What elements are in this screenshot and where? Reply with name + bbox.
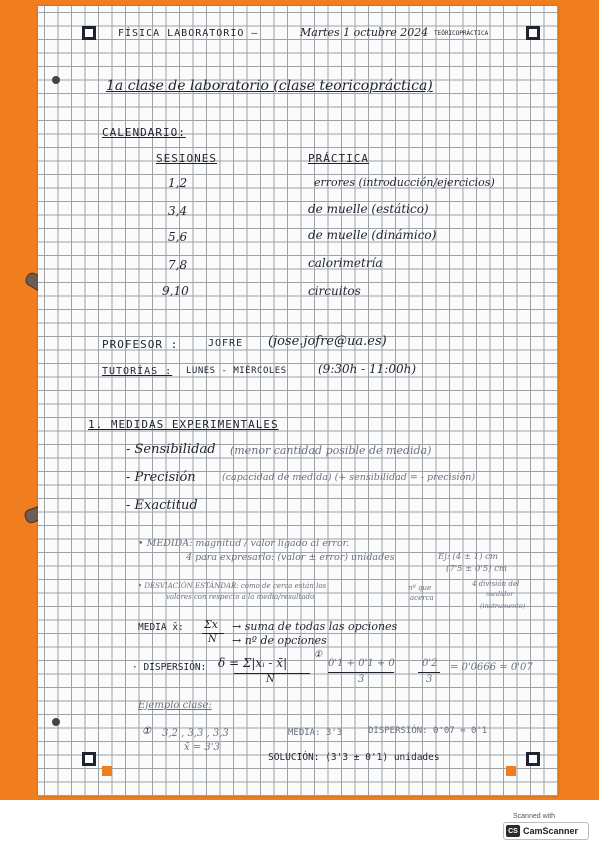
media-n: N <box>208 634 217 645</box>
section-item-term: - Exactitud <box>126 498 198 513</box>
dispersion-calc: 3 <box>426 674 433 685</box>
camscanner-box <box>503 822 589 840</box>
dispersion-formula: δ = Σ|xᵢ - x̄| <box>218 656 288 670</box>
orange-marker-bottom-left <box>102 766 112 776</box>
medida-example: (7'5 ± 0'5) cm <box>446 564 507 574</box>
section-item-note: (menor cantidad posible de medida) <box>230 444 432 457</box>
punch-hole-2 <box>52 718 60 726</box>
calendar-row-practice: calorimetría <box>308 256 383 270</box>
calendar-row-practice: errores (introducción/ejercicios) <box>314 176 495 189</box>
dispersion-calc: 0'2 <box>422 658 438 669</box>
media-label: MEDIA x̄: <box>138 622 184 633</box>
header-subject: FÍSICA LABORATORIO — <box>118 28 259 39</box>
calendar-row-sessions: 1,2 <box>168 176 188 190</box>
calendar-row-practice: de muelle (estático) <box>308 202 429 216</box>
calendar-col-practice: PRÁCTICA <box>308 152 369 165</box>
corner-marker-top-right <box>526 26 540 40</box>
example-solution: SOLUCIÓN: (3'3 ± 0'1) unidades <box>268 752 440 763</box>
desviacion-note: 4 división del <box>472 580 520 588</box>
medida-note: • MEDIDA: magnitud / valor ligado al error. <box>138 538 350 549</box>
calendar-row-sessions: 9,10 <box>162 284 189 298</box>
calendar-row-sessions: 5,6 <box>168 230 188 244</box>
class-title: 1a clase de laboratorio (clase teoricopráctica) <box>106 78 433 94</box>
example-mean: x̄ = 3'3 <box>184 742 220 753</box>
punch-hole-1 <box>52 76 60 84</box>
section-item-term: - Precisión <box>126 470 196 485</box>
dispersion-denominator: N <box>266 674 275 685</box>
media-sum: Σx <box>204 618 218 631</box>
professor-name: JOFRE <box>208 338 244 349</box>
dispersion-calc: 0'1 + 0'1 + 0 <box>328 658 395 669</box>
camscanner-badge <box>503 813 587 839</box>
example-values: 3,2 , 3,3 , 3,3 <box>162 728 229 739</box>
camscanner-logo-icon: CS <box>506 825 520 837</box>
calendar-heading: CALENDARIO: <box>102 126 186 139</box>
camscanner-brand: CamScanner <box>523 826 579 836</box>
calendar-row-sessions: 3,4 <box>168 204 188 218</box>
dispersion-label: · DISPERSIÓN: <box>132 662 207 673</box>
desviacion-note: medidor <box>486 590 514 598</box>
dispersion-circled: ① <box>314 650 323 660</box>
example-dispersion: DISPERSIÓN: 0'07 ≈ 0'1 <box>368 726 488 736</box>
section-title: 1. MEDIDAS EXPERIMENTALES <box>88 418 279 431</box>
dispersion-calc: 3 <box>358 674 365 685</box>
section-item-term: - Sensibilidad <box>126 442 216 457</box>
calendar-row-practice: de muelle (dinámico) <box>308 228 437 242</box>
calendar-row-practice: circuitos <box>308 284 361 298</box>
professor-email: (jose.jofre@ua.es) <box>268 334 387 349</box>
tutorias-label: TUTORÍAS : <box>102 366 173 377</box>
media-description: → suma de todas las opciones <box>232 620 398 633</box>
professor-label: PROFESOR : <box>102 338 179 351</box>
corner-marker-top-left <box>82 26 96 40</box>
corner-marker-bottom-left <box>82 752 96 766</box>
tutorias-hours: (9:30h - 11:00h) <box>318 362 417 376</box>
desviacion-note: valores con respecto a la media/resultado <box>166 593 315 601</box>
corner-marker-bottom-right <box>526 752 540 766</box>
medida-example: Ej: (4 ± 1) cm <box>438 552 498 562</box>
dispersion-result: = 0'0666 = 0'07 <box>450 662 533 673</box>
notebook-page <box>38 6 558 796</box>
desviacion-note: • DESVIACIÓN ESTÁNDAR: cómo de cerca están los <box>138 582 327 590</box>
tutorias-days: LUNES - MIÉRCOLES <box>186 366 287 376</box>
desviacion-note: (instrumento) <box>480 602 526 610</box>
scanned-with-text: Scanned with <box>513 813 556 820</box>
calendar-col-sessions: SESIONES <box>156 152 217 165</box>
header-type: TEÓRICOPRÁCTICA <box>434 30 489 37</box>
example-title: Ejemplo clase: <box>138 700 212 711</box>
dispersion-calc-line <box>328 672 394 673</box>
calendar-row-sessions: 7,8 <box>168 258 188 272</box>
example-circled: ① <box>142 726 151 737</box>
desviacion-note: acerca <box>410 594 434 602</box>
media-description: → nº de opciones <box>232 634 327 647</box>
dispersion-calc-line <box>418 672 440 673</box>
header-date: Martes 1 octubre 2024 <box>300 26 429 39</box>
orange-marker-bottom-right <box>506 766 516 776</box>
medida-note: 4 para expresarlo: (valor ± error) unidades <box>186 552 395 563</box>
desviacion-note: nº que <box>408 584 432 592</box>
section-item-note: (capacidad de medida) (+ sensibilidad = - precisión) <box>222 472 476 483</box>
example-media: MEDIA: 3'3 <box>288 728 343 738</box>
